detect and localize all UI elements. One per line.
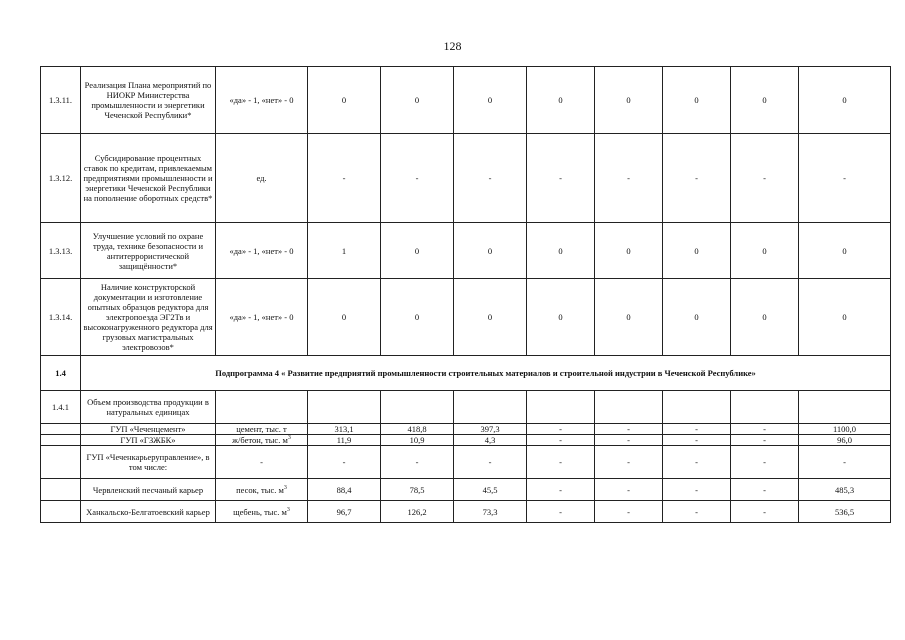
value-cell: - [595,435,663,446]
unit-text: ж/бетон, тыс. м [232,435,288,445]
indicator-name: Объем производства продукции в натуральных единицах [81,391,216,424]
value-cell: - [381,446,454,479]
value-cell: 0 [595,223,663,279]
value-cell: 96,0 [799,435,891,446]
table-row [41,501,891,523]
unit-cell [216,424,308,435]
section-row [41,356,891,391]
value-cell: 0 [799,223,891,279]
value-cell: 0 [663,67,731,134]
value-cell: - [663,134,731,223]
value-cell: 4,3 [454,435,527,446]
value-cell: - [595,134,663,223]
unit-superscript: 3 [287,435,291,442]
empty-cell [41,435,81,446]
enterprise-name: ГУП «ГЗЖБК» [81,435,216,446]
empty-cell [381,391,454,424]
value-cell: 0 [381,223,454,279]
unit-cell: «да» - 1, «нет» - 0 [216,279,308,356]
empty-cell [527,391,595,424]
program-indicators-table [40,66,891,523]
value-cell: 0 [527,223,595,279]
row-number: 1.3.11. [41,67,81,134]
value-cell: - [663,446,731,479]
empty-cell [216,391,308,424]
value-cell: 11,9 [308,435,381,446]
value-cell: 10,9 [381,435,454,446]
value-cell: 0 [731,223,799,279]
value-cell: 0 [454,67,527,134]
value-cell: 73,3 [454,501,527,523]
value-cell: 126,2 [381,501,454,523]
value-cell: 397,3 [454,424,527,435]
enterprise-name: ГУП «Чеченцемент» [81,424,216,435]
value-cell: - [731,424,799,435]
value-cell: - [799,134,891,223]
value-cell: - [595,479,663,501]
table-row [41,134,891,223]
value-cell: 0 [799,67,891,134]
value-cell: - [731,134,799,223]
value-cell: - [663,424,731,435]
empty-cell [41,446,81,479]
value-cell: 0 [731,279,799,356]
unit-cell [216,501,308,523]
empty-cell [731,391,799,424]
value-cell: - [308,134,381,223]
value-cell: 1100,0 [799,424,891,435]
value-cell: - [731,501,799,523]
table-row [41,67,891,134]
indicator-name: Реализация Плана мероприятий по НИОКР Министерства промышленности и энергетики Чеченской Республики* [81,67,216,134]
value-cell: 0 [663,279,731,356]
row-number: 1.3.13. [41,223,81,279]
unit-cell [216,479,308,501]
section-number: 1.4 [41,356,81,391]
value-cell: 418,8 [381,424,454,435]
indicator-name: Наличие конструкторской документации и изготовление опытных образцов редуктора для электропоезда ЭГ2Тв и высоконагруженного редуктора для грузовых магистральных электровозов* [81,279,216,356]
value-cell: 536,5 [799,501,891,523]
value-cell: 0 [308,67,381,134]
value-cell: 0 [731,67,799,134]
indicator-name: Улучшение условий по охране труда, технике безопасности и антитеррористической защищённости* [81,223,216,279]
value-cell: 0 [381,67,454,134]
row-number: 1.4.1 [41,391,81,424]
value-cell: 0 [308,279,381,356]
value-cell: 0 [527,67,595,134]
value-cell: 0 [381,279,454,356]
empty-cell [595,391,663,424]
unit-text: песок, тыс. м [236,484,284,495]
empty-cell [663,391,731,424]
table-row [41,424,891,435]
value-cell: 96,7 [308,501,381,523]
value-cell: 0 [799,279,891,356]
unit-cell: «да» - 1, «нет» - 0 [216,67,308,134]
enterprise-name: Ханкальско-Белгатоевский карьер [81,501,216,523]
value-cell: - [595,424,663,435]
row-number: 1.3.12. [41,134,81,223]
empty-cell [41,424,81,435]
value-cell: - [799,446,891,479]
value-cell: - [731,435,799,446]
unit-superscript: 3 [283,484,287,491]
empty-cell [454,391,527,424]
value-cell: - [731,479,799,501]
value-cell: 45,5 [454,479,527,501]
value-cell: - [381,134,454,223]
value-cell: 0 [454,279,527,356]
empty-cell [799,391,891,424]
value-cell: - [527,424,595,435]
value-cell: - [527,446,595,479]
value-cell: - [595,501,663,523]
unit-superscript: 3 [286,506,290,513]
table-row [41,435,891,446]
value-cell: - [527,479,595,501]
value-cell: 78,5 [381,479,454,501]
enterprise-name: Червленский песчаный карьер [81,479,216,501]
value-cell: - [527,501,595,523]
table-row [41,279,891,356]
unit-cell [216,435,308,446]
value-cell: 0 [595,279,663,356]
value-cell: 485,3 [799,479,891,501]
value-cell: 0 [595,67,663,134]
value-cell: - [308,446,381,479]
value-cell: 0 [454,223,527,279]
value-cell: 1 [308,223,381,279]
table-row [41,479,891,501]
value-cell: - [527,435,595,446]
enterprise-name: ГУП «Чеченкарьеруправление», в том числе: [81,446,216,479]
table-row [41,391,891,424]
indicator-name: Субсидирование процентных ставок по кредитам, привлекаемым предприятиями промышленности и энергетики Чеченской Республики на пополнение оборотных средств* [81,134,216,223]
table-row [41,446,891,479]
unit-cell: ед. [216,134,308,223]
value-cell: - [663,501,731,523]
row-number: 1.3.14. [41,279,81,356]
value-cell: - [595,446,663,479]
unit-cell [216,446,308,479]
value-cell: 88,4 [308,479,381,501]
value-cell: - [663,435,731,446]
empty-cell [41,479,81,501]
empty-cell [41,501,81,523]
section-title: Подпрограмма 4 « Развитие предприятий промышленности строительных материалов и строительной индустрии в Чеченской Республике» [81,356,891,391]
page-number: 128 [443,39,462,53]
value-cell: 0 [527,279,595,356]
value-cell: 313,1 [308,424,381,435]
value-cell: - [527,134,595,223]
value-cell: - [731,446,799,479]
value-cell: - [454,446,527,479]
value-cell: - [663,479,731,501]
unit-cell: «да» - 1, «нет» - 0 [216,223,308,279]
empty-cell [308,391,381,424]
value-cell: - [454,134,527,223]
table-row [41,223,891,279]
value-cell: 0 [663,223,731,279]
unit-text: щебень, тыс. м [233,506,287,517]
unit-text: - [260,457,263,467]
unit-text: цемент, тыс. т [236,424,287,434]
